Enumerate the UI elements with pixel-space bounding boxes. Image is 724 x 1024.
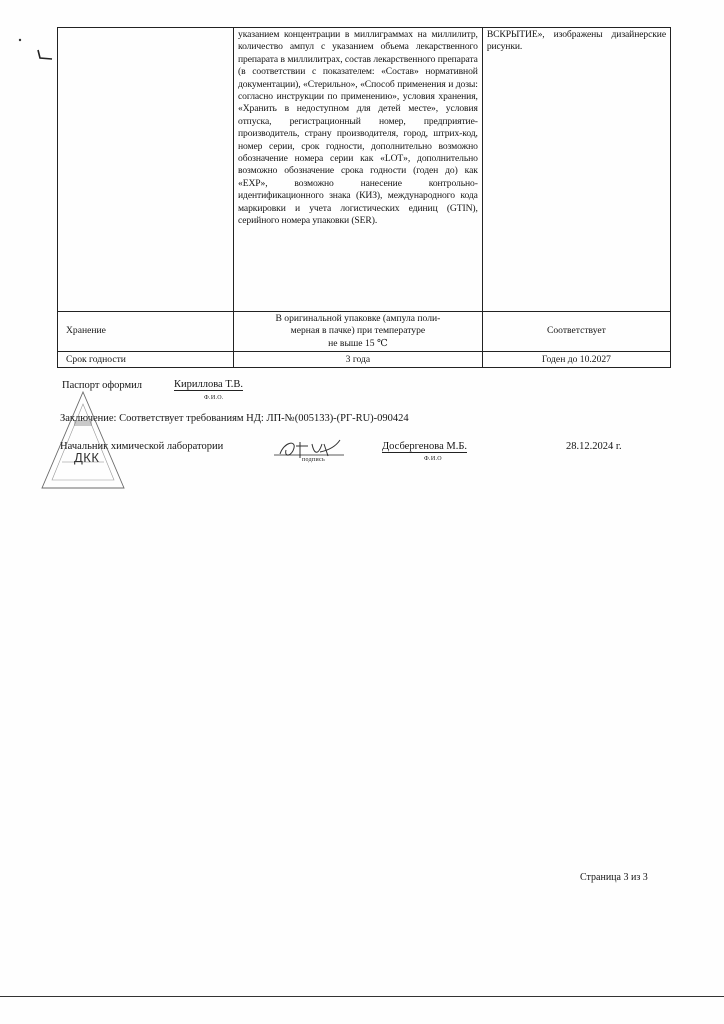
cell-storage-result: Соответствует: [482, 312, 670, 352]
table-row-shelf-life: [58, 352, 671, 368]
cell-empty: [58, 28, 234, 312]
scan-dot-icon: [18, 38, 22, 42]
storage-req-line3: не выше 15 ℃: [328, 337, 388, 349]
table-row-description: [58, 28, 671, 312]
signature-sublabel: подпись: [302, 457, 326, 463]
cell-description-requirement: указанием концентрации в миллиграммах на миллилитр, количество ампул с указанием объема лекарственного препарата в миллилитрах, состав лекарственного препарата (в соответствии с показателем: «Состав» нормативной документации), «Стерильно», «Способ применения и дозы: согласно инструкции по применению», условия хранения, «Хранить в недоступном для детей месте», условия отпуска, регистрационный номер, предприятие-производитель, страну производителя, город, штрих-код, номер серии, срок годности, дополнительно возможно обозначение номера серии как «LOT», дополнительно возможно обозначение срока годности (годен до) как «EXP», возможно нанесение контрольно-идентификационного знака (КИЗ), международного кода маркировки и учета логистических единиц (GTIN), серийного номера упаковки (SER).: [234, 28, 483, 312]
cell-storage-name: Хранение: [58, 312, 234, 352]
table-row-storage: [58, 312, 671, 352]
page-bottom-rule: [0, 996, 724, 997]
spec-table: [57, 27, 671, 368]
passport-label: Паспорт оформил: [62, 380, 142, 391]
cell-storage-requirement: [234, 312, 483, 352]
storage-req-line1: В оригинальной упаковке (ампула поли-: [275, 313, 441, 324]
passport-name-sublabel: Ф.И.О.: [204, 395, 224, 401]
passport-name: Кириллова Т.В.: [174, 379, 243, 390]
cell-shelf-name: Срок годности: [58, 352, 234, 368]
page-number: Страница 3 из 3: [580, 872, 648, 883]
cell-description-result: ВСКРЫТИЕ», изображены дизайнерские рисунки.: [482, 28, 670, 312]
head-name: Досбергенова М.Б.: [382, 441, 467, 452]
storage-req-line2: мерная в пачке) при температуре: [290, 325, 426, 337]
lab-stamp: [38, 388, 128, 499]
cell-shelf-result: Годен до 10.2027: [482, 352, 670, 368]
scan-mark-icon: [36, 48, 54, 62]
report-date: 28.12.2024 г.: [566, 441, 622, 452]
cell-shelf-requirement: 3 года: [234, 352, 483, 368]
head-label: Начальник химической лаборатории: [60, 441, 224, 452]
stamp-text: ДКК: [74, 450, 100, 465]
conclusion-text: Заключение: Соответствует требованиям НД: ЛП-№(005133)-(РГ-RU)-090424: [60, 413, 409, 424]
head-name-sublabel: Ф.И.О: [424, 456, 442, 462]
stamp-triangle-icon: [38, 388, 128, 494]
